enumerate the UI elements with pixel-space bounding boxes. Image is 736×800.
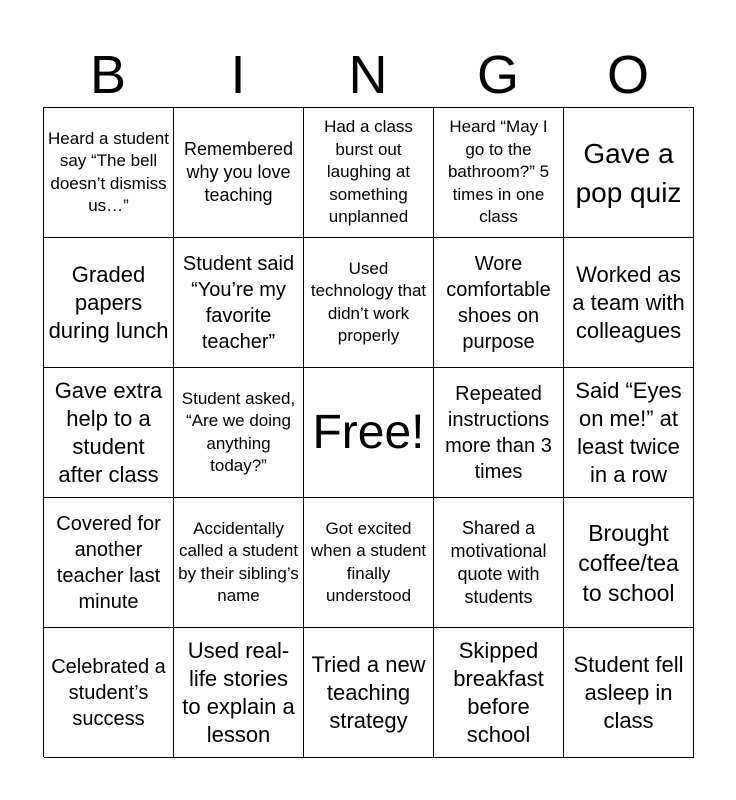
bingo-cell[interactable]	[44, 238, 174, 368]
cell-text: Student fell asleep in class	[573, 651, 684, 733]
bingo-cell[interactable]	[434, 238, 564, 368]
bingo-cell[interactable]	[44, 498, 174, 628]
bingo-cell[interactable]	[174, 108, 304, 238]
bingo-cell[interactable]	[564, 498, 694, 628]
cell-text: Accidentally called a student by their sibling’s name	[178, 518, 299, 605]
bingo-grid	[43, 107, 694, 757]
bingo-cell[interactable]	[174, 498, 304, 628]
header-letter-g: G	[476, 45, 519, 105]
bingo-cell[interactable]	[304, 628, 434, 758]
bingo-cell[interactable]	[174, 238, 304, 368]
bingo-cell[interactable]	[564, 368, 694, 498]
bingo-cell[interactable]	[44, 628, 174, 758]
cell-text: Shared a motivational quote with students	[450, 517, 547, 607]
bingo-cell[interactable]	[304, 498, 434, 628]
cell-text: Gave a pop quiz	[575, 137, 682, 208]
bingo-cell[interactable]	[564, 238, 694, 368]
header-letter-i: I	[230, 45, 246, 105]
cell-text: Used real-life stories to explain a lesson	[182, 637, 295, 747]
cell-text: Graded papers during lunch	[48, 261, 169, 343]
bingo-cell[interactable]	[434, 498, 564, 628]
cell-text: Had a class burst out laughing at something unplanned	[324, 117, 413, 227]
bingo-cell[interactable]	[434, 108, 564, 238]
bingo-cell[interactable]	[304, 238, 434, 368]
cell-text: Gave extra help to a student after class	[54, 377, 163, 487]
bingo-cell[interactable]	[44, 368, 174, 498]
bingo-cell[interactable]	[174, 628, 304, 758]
cell-text: Repeated instructions more than 3 times	[445, 382, 552, 483]
bingo-cell[interactable]	[434, 628, 564, 758]
cell-text: Brought coffee/tea to school	[578, 519, 679, 606]
bingo-cell[interactable]	[44, 108, 174, 238]
free-space-cell[interactable]	[304, 368, 434, 498]
bingo-cell[interactable]	[304, 108, 434, 238]
cell-text: Heard “May I go to the bathroom?” 5 times in one class	[447, 117, 550, 227]
cell-text: Heard a student say “The bell doesn’t dismiss us…”	[48, 128, 169, 215]
header-letter-b: B	[89, 45, 127, 105]
cell-text: Covered for another teacher last minute	[56, 512, 161, 613]
cell-text: Worked as a team with colleagues	[572, 261, 685, 343]
cell-text: Wore comfortable shoes on purpose	[446, 252, 551, 353]
cell-text: Student said “You’re my favorite teacher”	[182, 252, 295, 353]
bingo-header	[43, 44, 693, 106]
cell-text: Said “Eyes on me!” at least twice in a row	[575, 377, 682, 487]
header-letter-n: N	[348, 45, 388, 105]
cell-text: Student asked, “Are we doing anything today?”	[181, 388, 296, 475]
cell-text: Skipped breakfast before school	[453, 637, 544, 747]
bingo-cell[interactable]	[174, 368, 304, 498]
cell-text: Celebrated a student’s success	[51, 655, 166, 730]
cell-text: Tried a new teaching strategy	[311, 651, 426, 733]
bingo-cell[interactable]	[564, 108, 694, 238]
bingo-cell[interactable]	[434, 368, 564, 498]
cell-text: Got excited when a student finally understood	[310, 518, 427, 605]
cell-text: Used technology that didn’t work properly	[310, 258, 427, 345]
header-letter-o: O	[606, 45, 649, 105]
cell-text: Free!	[312, 405, 425, 459]
cell-text: Remembered why you love teaching	[183, 139, 294, 205]
bingo-cell[interactable]	[564, 628, 694, 758]
